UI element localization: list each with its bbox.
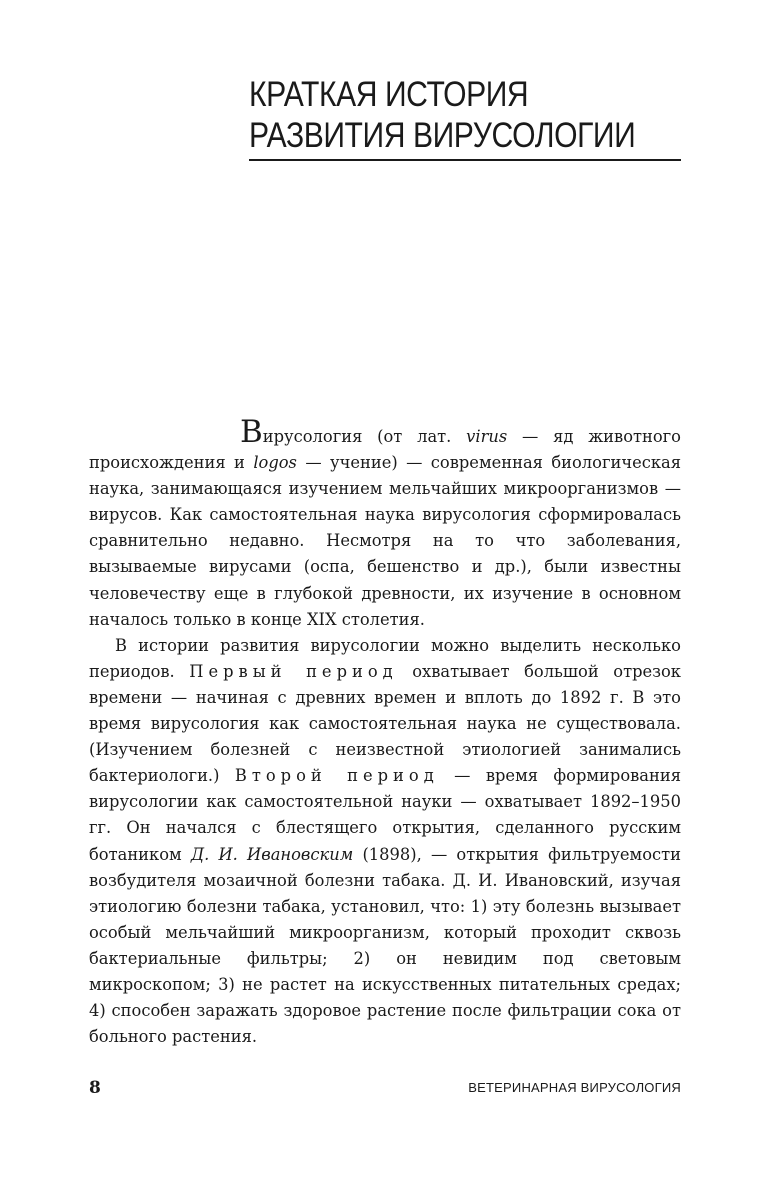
paragraph-2 (89, 633, 681, 1051)
paragraph-2-text-3: — время формирования вирусологии как самостоятельной науки — охватывает 1892–1950 гг. Он начался с блестящего открытия, сделанного русским ботаником (89, 766, 681, 864)
body-text (89, 414, 681, 1050)
chapter-title-line-2: РАЗВИТИЯ ВИРУСОЛОГИИ (249, 116, 636, 155)
latin-term-logos: logos (253, 453, 297, 473)
drop-cap: В (240, 414, 263, 450)
paragraph-1-text-1: ирусология (от лат. (262, 427, 467, 446)
paragraph-2-text-1: В истории развития вирусологии можно выделить несколько периодов. (89, 635, 681, 681)
paragraph-1 (89, 414, 681, 633)
spaced-term-second-period: Второй период (234, 766, 439, 786)
paragraph-2-text-2: охватывает большой отрезок времени — начиная с древних времен и вплоть до 1892 г. В это время вирусология как самостоятельная наука не существовала. (Изучением болезней с неизвестной этиологией занимались бактериологи.) (89, 661, 681, 786)
paragraph-1-text-3: — учение) — современная биологическая наука, занимающаяся изучением мельчайших микроорганизмов — вирусов. Как самостоятельная наука вирусология сформировалась сравнительно недавно. Несмотря на то что заболевания, вызываемые вирусами (оспа, бешенство и др.), были известны человечеству еще в глубокой древности, их изучение в основном началось только в конце XIX столетия. (89, 453, 681, 629)
title-divider (249, 159, 681, 161)
chapter-title-line-1: КРАТКАЯ ИСТОРИЯ (249, 75, 529, 114)
latin-term-virus: virus (466, 427, 508, 446)
chapter-title (249, 74, 636, 156)
paragraph-2-text-4: (1898), — открытия фильтруемости возбудителя мозаичной болезни табака. Д. И. Ивановский, изучая этиологию болезни табака, установил, что: 1) эту болезнь вызывает особый мельчайший микроорганизм, который проходит сквозь бактериальные фильтры; 2) он невидим под световым микроскопом; 3) не растет на искусственных питательных средах; 4) способен заражать здоровое растение после фильтрации сока от больного растения. (89, 844, 681, 1047)
person-name-ivanovsky: Д. И. Ивановским (190, 844, 354, 864)
paragraph-1-text-2: — яд животного происхождения и (89, 427, 681, 473)
running-title: ВЕТЕРИНАРНАЯ ВИРУСОЛОГИЯ (468, 1080, 681, 1095)
page-number: 8 (89, 1078, 101, 1098)
spaced-term-first-period: Первый период (189, 661, 398, 681)
